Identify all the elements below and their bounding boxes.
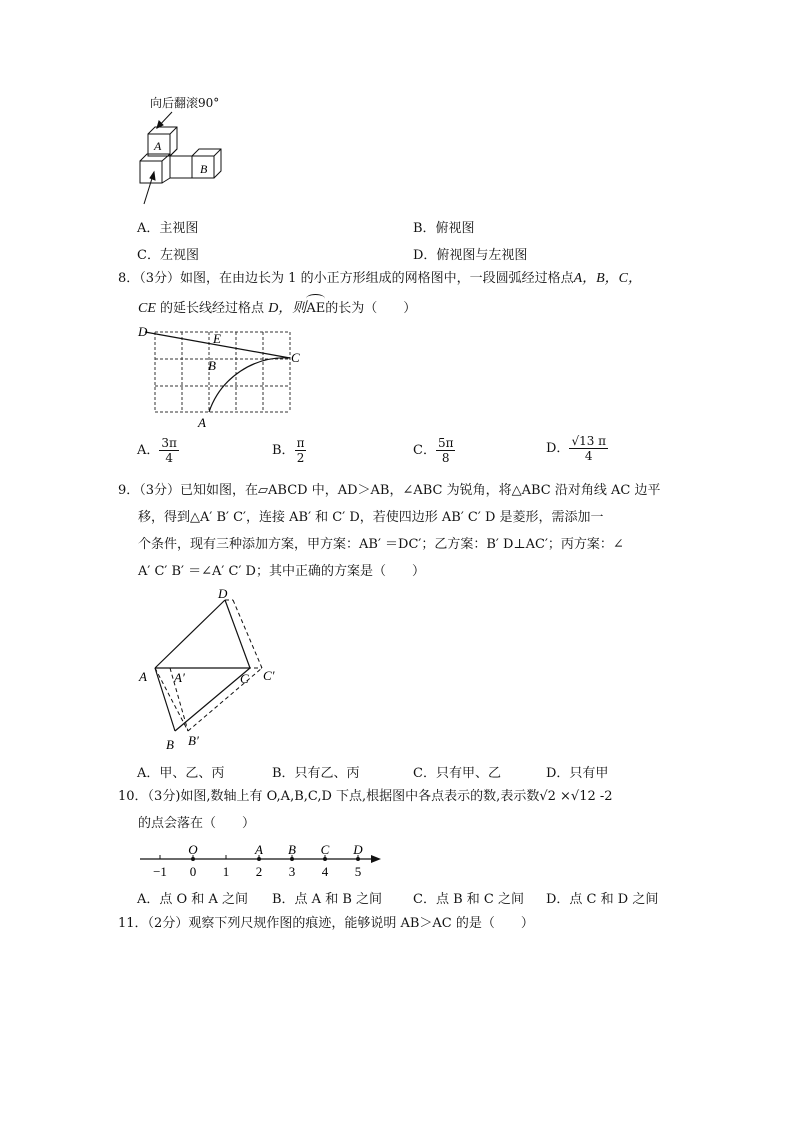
- q10-point-c: [323, 857, 327, 861]
- q10-option-b[interactable]: B．点 A 和 B 之间: [272, 892, 383, 907]
- q10-axis-arrow: [371, 855, 381, 863]
- q7-option-c[interactable]: C．左视图: [137, 248, 199, 263]
- q8-option-c-label: C．: [413, 443, 436, 458]
- q9-label-d: D: [218, 586, 228, 601]
- q9-label-c: C: [240, 671, 249, 686]
- q9-stem-line1: 9．（3分）已知如图，在▱ABCD 中，AD＞AB，∠ABC 为锐角，将△ABC 沿对角线 AC 边平: [118, 483, 661, 498]
- q8-option-a-num: 3π: [161, 436, 177, 450]
- q7-cube-mid: [170, 156, 192, 178]
- q9-dash-b2c2: [188, 668, 262, 731]
- q8-option-b[interactable]: [272, 436, 306, 465]
- q8-arc: [209, 358, 290, 412]
- q8-option-c[interactable]: [413, 436, 455, 465]
- q10-point-label-d: D: [353, 842, 363, 857]
- q10-point-label-c: C: [320, 842, 330, 857]
- q9-option-b[interactable]: B．只有乙、丙: [272, 766, 360, 781]
- q8-label-c: C: [291, 350, 300, 365]
- q10-tick-label: 5: [354, 864, 362, 879]
- q8-option-a[interactable]: [137, 436, 179, 465]
- q8-option-c-den: 8: [441, 451, 450, 465]
- q8-grid-figure: [135, 322, 310, 430]
- q9-option-c[interactable]: C．只有甲、乙: [413, 766, 501, 781]
- q10-point-label-b: B: [288, 842, 296, 857]
- q8-option-a-den: 4: [165, 451, 173, 465]
- q9-option-d[interactable]: D．只有甲: [546, 766, 609, 781]
- q10-option-a[interactable]: A．点 O 和 A 之间: [137, 892, 248, 907]
- q9-stem-line4: A′ C′ B′ ＝∠A′ C′ D；其中正确的方案是（ ）: [138, 564, 425, 579]
- q9-label-c2: C′: [263, 668, 275, 683]
- q8-option-c-num: 5π: [437, 436, 454, 450]
- q9-label-b2: B′: [188, 733, 199, 748]
- q8-option-d-den: 4: [584, 449, 593, 463]
- q10-tick-labels: [153, 864, 361, 879]
- q8-option-d[interactable]: [546, 434, 608, 463]
- q7-option-a[interactable]: A．主视图: [137, 221, 199, 236]
- q8-point-d: D，则: [268, 301, 307, 316]
- q8-arc-symbol: [306, 294, 325, 303]
- q10-tick-label: 4: [321, 864, 329, 879]
- q9-label-b: B: [166, 737, 174, 752]
- q10-tick-label: 3: [288, 864, 296, 879]
- q9-side-dc: [225, 600, 250, 668]
- q8-arc-label: AE: [306, 301, 326, 316]
- q8-option-a-frac: [159, 436, 179, 465]
- q10-stem-line1: [118, 789, 613, 805]
- q9-stem-line3: 个条件，现有三种添加方案，甲方案：AB′ ＝DC′；乙方案：B′ D⊥AC′；丙方案：∠: [138, 537, 624, 552]
- q10-stem-text: 10．（3分)如图,数轴上有 O,A,B,C,D 下点,根据图中各点表示的数,表示数: [118, 789, 540, 804]
- q8-label-d: D: [138, 324, 148, 339]
- q7-arrow-bottom-head: [150, 172, 155, 180]
- q7-option-d[interactable]: D．俯视图与左视图: [413, 248, 528, 263]
- q10-tick-label: −1: [153, 864, 167, 879]
- q10-option-d[interactable]: D．点 C 和 D 之间: [546, 892, 659, 907]
- q8-grid: [155, 332, 290, 412]
- q8-option-b-frac: [295, 436, 307, 465]
- q10-point-d: [356, 857, 360, 861]
- q10-number-line: [135, 840, 385, 880]
- q8-stem-line1-text: 8．（3分）如图，在由边长为 1 的小正方形组成的网格图中，一段圆弧经过格点: [118, 271, 574, 286]
- q8-option-c-frac: [436, 436, 456, 465]
- q8-option-d-frac: [569, 434, 608, 463]
- q10-point-o: [191, 857, 195, 861]
- q9-figure: [130, 585, 290, 755]
- q7-label-a: A: [154, 139, 162, 153]
- q11-stem-line1: 11．（2分）观察下列尺规作图的痕迹，能够说明 AB＞AC 的是（ ）: [118, 916, 534, 931]
- q8-option-b-num: π: [296, 436, 305, 450]
- q8-stem-text: 的延长线经过格点: [160, 301, 265, 316]
- q10-tick-label: 2: [255, 864, 263, 879]
- q10-point-labels: [188, 842, 363, 857]
- q10-expression: √2 ×√12 -2: [539, 789, 613, 804]
- q10-tick-label: 1: [222, 864, 230, 879]
- q10-point-a: [257, 857, 261, 861]
- q8-stem-points: A，B，C，: [573, 271, 643, 286]
- q8-label-a: A: [198, 415, 206, 430]
- q10-option-c[interactable]: C．点 B 和 C 之间: [413, 892, 524, 907]
- q9-option-a[interactable]: A．甲、乙、丙: [137, 766, 225, 781]
- q8-option-d-num: √13 π: [571, 434, 607, 448]
- q7-label-b: B: [200, 162, 208, 176]
- q8-option-a-label: A．: [137, 443, 160, 458]
- q8-option-b-den: 2: [296, 451, 305, 465]
- q7-cube-figure: [130, 110, 240, 210]
- q10-point-label-o: O: [188, 842, 198, 857]
- q8-option-b-label: B．: [272, 443, 295, 458]
- q8-option-d-label: D．: [546, 441, 570, 456]
- q7-figure-caption: 向后翻滚90°: [150, 96, 220, 110]
- q10-point-label-a: A: [255, 842, 263, 857]
- q9-label-a: A: [139, 669, 147, 684]
- q10-tick-label: 0: [189, 864, 197, 879]
- q8-stem-end: 的长为（ ）: [325, 301, 417, 316]
- q8-ce: CE: [138, 301, 156, 316]
- q8-label-e: E: [213, 331, 221, 346]
- q9-side-ad: [155, 600, 225, 668]
- q7-option-b[interactable]: B．俯视图: [413, 221, 475, 236]
- q9-side-bc: [175, 668, 250, 731]
- q8-stem-line1: [118, 271, 642, 287]
- q8-label-b: B: [208, 358, 216, 373]
- q8-arc-ae: [306, 301, 325, 317]
- q9-label-a2: A′: [174, 670, 185, 685]
- q10-point-b: [290, 857, 294, 861]
- q8-stem-line2: [138, 301, 416, 317]
- q9-stem-line2: 移，得到△A′ B′ C′，连接 AB′ 和 C′ D，若使四边形 AB′ C′ D 是菱形，需添加一: [138, 510, 604, 525]
- q10-stem-line2: 的点会落在（ ）: [138, 816, 256, 831]
- q7-cube-front-left: [140, 161, 162, 183]
